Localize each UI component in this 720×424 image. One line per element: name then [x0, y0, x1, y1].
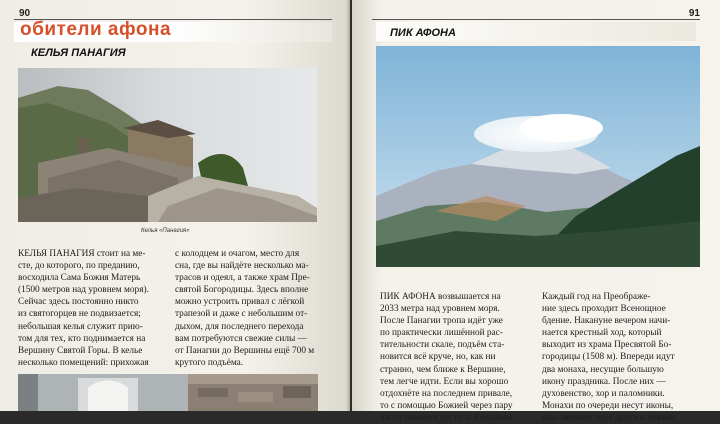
pik-text-column-1: ПИК АФОНА возвышается на 2033 метра над уровнем моря. После Панагии тропа идёт уже по практически лишённой рас- тительности скале, подъём ста- новится всё круче, но, как ни странно, чем ближе к Вершине, тем легче идти. Если вы хорошо отдохнёте на последнем привале, то с помощью Божией через пару часов сможете достичь Вершины: [380, 292, 513, 423]
page-number-right: 91: [688, 8, 700, 19]
bottom-photo-illustration: [18, 374, 188, 411]
kelya-photo: [18, 68, 317, 222]
bottom-photo-left: [18, 374, 188, 411]
header-rule-right: [372, 19, 700, 20]
pik-photo: [376, 46, 700, 267]
stone-wall-illustration: [188, 374, 318, 411]
right-page: [352, 0, 720, 423]
section-title-kelya: КЕЛЬЯ ПАНАГИЯ: [31, 47, 126, 59]
kelya-illustration: [18, 68, 317, 222]
page-number-left: 90: [19, 8, 31, 19]
chapter-title: обители афона: [20, 19, 172, 40]
left-page: [0, 0, 350, 411]
bottom-photo-right: [188, 374, 318, 411]
pik-text-column-2: Каждый год на Преображе- ние здесь проходит Всенощное бдение. Накануне вечером начи- нается крестный ход, который выходит из храма Пресвятой Бо- городицы (1508 м). Впереди идут два монаха, несущие большую икону праздника. После них — духовенство, хор и паломники. Монахи по очереди несут иконы, они сменяют друг друга и певчие: [542, 292, 675, 423]
kelya-text-column-1: КЕЛЬЯ ПАНАГИЯ стоит на ме- сте, до которого, по преданию, восходила Сама Божия Матерь (1500 метров над уровнем моря). Сейчас здесь постоянно никто из святогорцев не подвизается; небольшая келья служит прию- том для тех, кто поднимается на Вершину Святой Горы. В келье несколько помещений: прихожая: [18, 249, 149, 368]
mountain-illustration: [376, 46, 700, 267]
section-title-pik: ПИК АФОНА: [390, 27, 456, 39]
photo-caption: Келья «Панагия»: [141, 228, 190, 234]
kelya-text-column-2: с колодцем и очагом, место для сна, где вы найдёте несколько ма- трасов и одеял, а также храм Пре- святой Богородицы. Здесь вполне можно устроить привал с лёгкой трапезой и даже с небольшим от- дыхом, для последнего перехода вам потребуются свежие силы — от Панагии до Вершины ещё 700 м крутого подъёма.: [175, 249, 315, 368]
